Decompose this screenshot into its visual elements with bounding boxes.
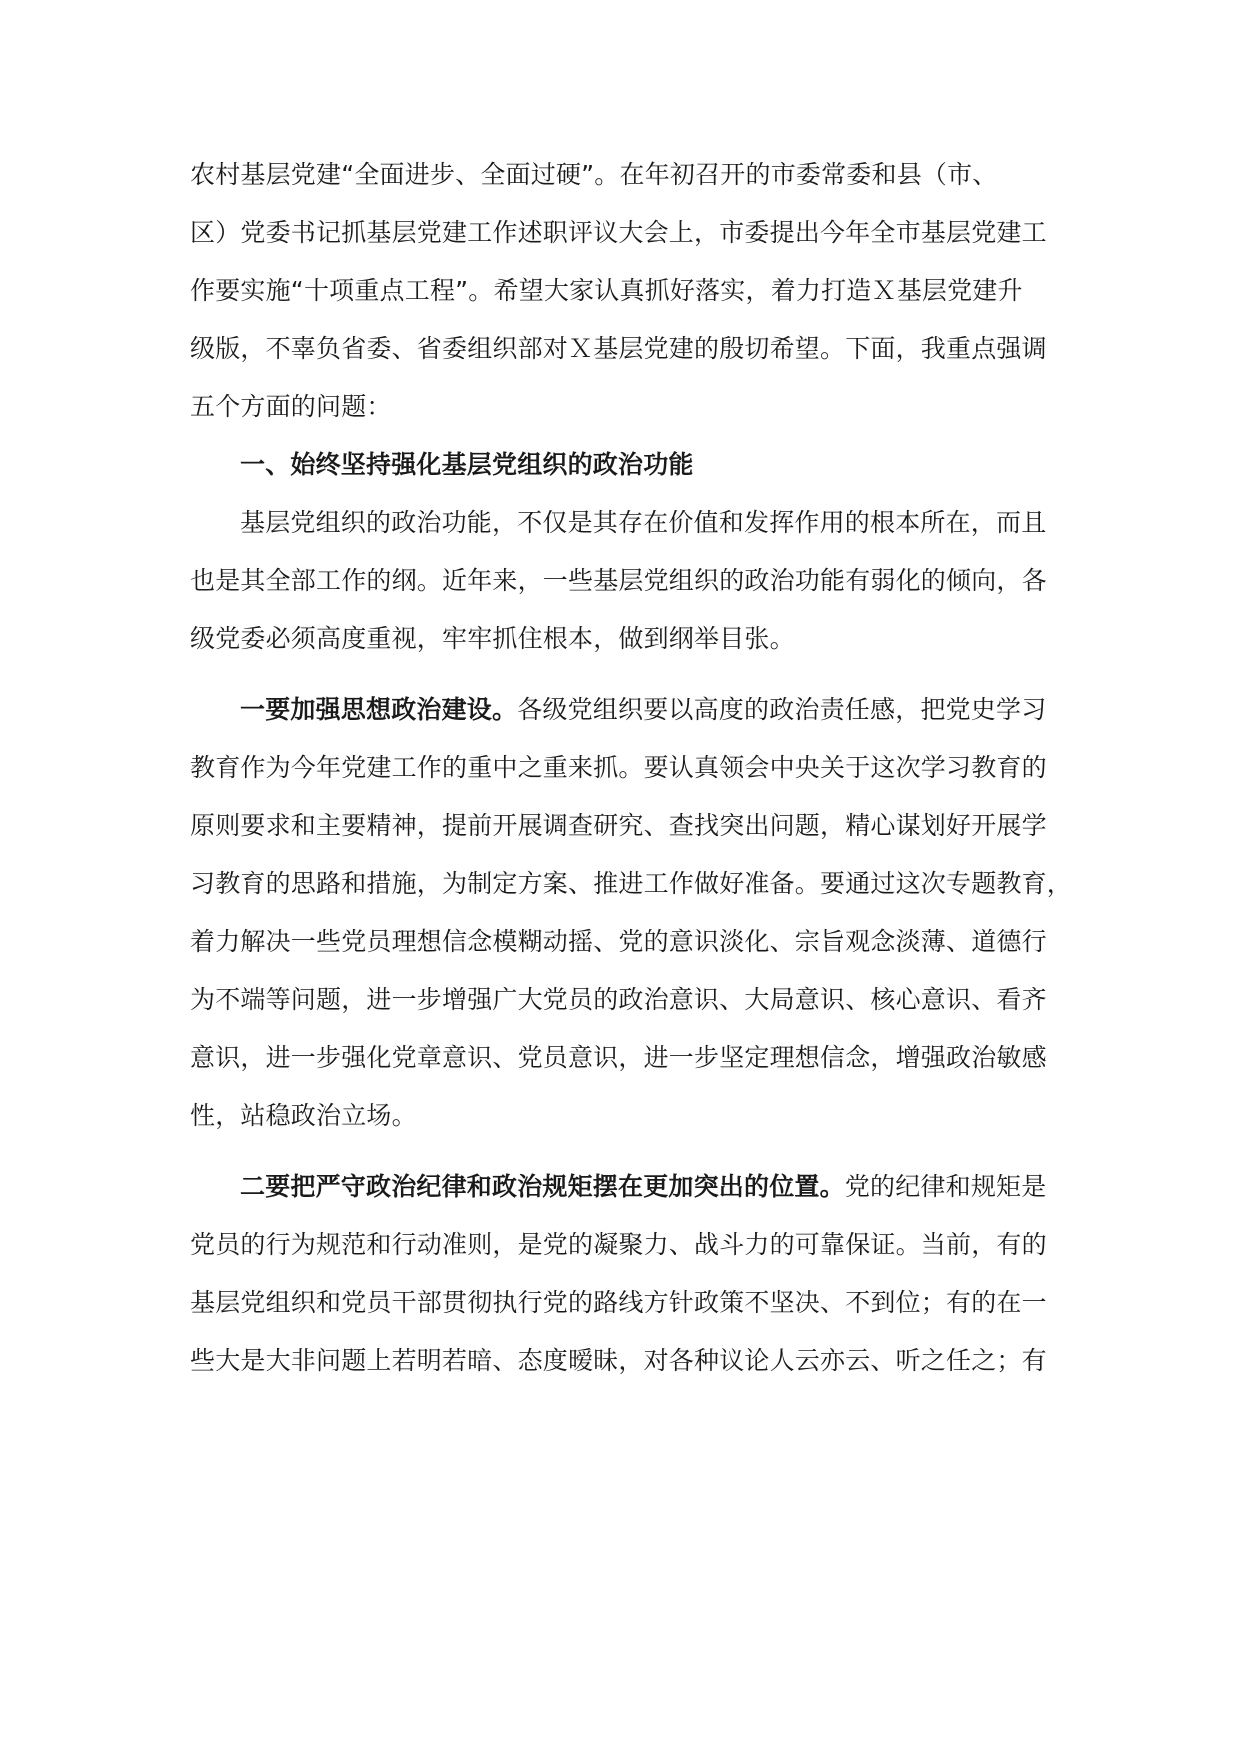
text-line (190, 864, 1072, 904)
text-line (190, 271, 1023, 311)
text-segment: 区）党委书记抓基层党建工作述职评议大会上，市委提出今年全市基层党建工 (190, 218, 1047, 247)
bold-lead-text: 二要把严守政治纪律和政治规矩摆在更加突出的位置。 (240, 1172, 845, 1201)
text-segment: 原则要求和主要精神，提前开展调查研究、查找突出问题，精心谋划好开展学 (190, 811, 1047, 840)
text-line (190, 1038, 1047, 1078)
text-line (190, 748, 1047, 788)
text-line (190, 619, 795, 659)
text-segment: 基层党组织和党员干部贯彻执行党的路线方针政策不坚决、不到位；有的在一 (190, 1288, 1047, 1317)
text-segment: 性，站稳政治立场。 (190, 1101, 417, 1130)
text-segment: 习教育的思路和措施，为制定方案、推进工作做好准备。要通过这次专题教育， (190, 869, 1073, 898)
text-line (190, 1341, 1047, 1381)
text-segment: 级党委必须高度重视，牢牢抓住根本，做到纲举目张。 (190, 624, 795, 653)
text-line (190, 922, 1047, 962)
text-segment: 级版，不辜负省委、省委组织部对Ｘ基层党建的殷切希望。下面，我重点强调 (190, 334, 1047, 363)
text-segment: 为不端等问题，进一步增强广大党员的政治意识、大局意识、核心意识、看齐 (190, 985, 1047, 1014)
text-segment: 也是其全部工作的纲。近年来，一些基层党组织的政治功能有弱化的倾向，各 (190, 566, 1047, 595)
text-line (190, 806, 1047, 846)
text-segment: 各级党组织要以高度的政治责任感，把党史学习 (517, 695, 1047, 724)
text-line (190, 561, 1047, 601)
text-line (190, 213, 1047, 253)
text-segment: 作要实施“十项重点工程”。希望大家认真抓好落实，着力打造Ｘ基层党建升 (190, 276, 1023, 305)
text-line (190, 1096, 417, 1136)
text-segment: 基层党组织的政治功能，不仅是其存在价值和发挥作用的根本所在，而且 (240, 508, 1047, 537)
text-segment: 党的纪律和规矩是 (844, 1172, 1047, 1201)
text-line (190, 387, 392, 427)
text-line (190, 329, 1047, 369)
section-heading (240, 445, 694, 485)
text-line (190, 980, 1047, 1020)
heading-text: 一、始终坚持强化基层党组织的政治功能 (240, 450, 694, 479)
text-segment: 些大是大非问题上若明若暗、态度暧昧，对各种议论人云亦云、听之任之；有 (190, 1346, 1047, 1375)
text-segment: 农村基层党建“全面进步、全面过硬”。在年初召开的市委常委和县（市、 (190, 160, 998, 189)
text-segment: 意识，进一步强化党章意识、党员意识，进一步坚定理想信念，增强政治敏感 (190, 1043, 1047, 1072)
text-segment: 党员的行为规范和行动准则，是党的凝聚力、战斗力的可靠保证。当前，有的 (190, 1230, 1047, 1259)
text-segment: 着力解决一些党员理想信念模糊动摇、党的意识淡化、宗旨观念淡薄、道德行 (190, 927, 1047, 956)
text-line (240, 690, 1046, 730)
text-line (190, 155, 998, 195)
text-segment: 教育作为今年党建工作的重中之重来抓。要认真领会中央关于这次学习教育的 (190, 753, 1047, 782)
text-line (240, 503, 1046, 543)
text-line (190, 1283, 1047, 1323)
text-line (190, 1225, 1047, 1265)
bold-lead-text: 一要加强思想政治建设。 (240, 695, 518, 724)
text-line (240, 1167, 1046, 1207)
text-segment: 五个方面的问题： (190, 392, 392, 421)
